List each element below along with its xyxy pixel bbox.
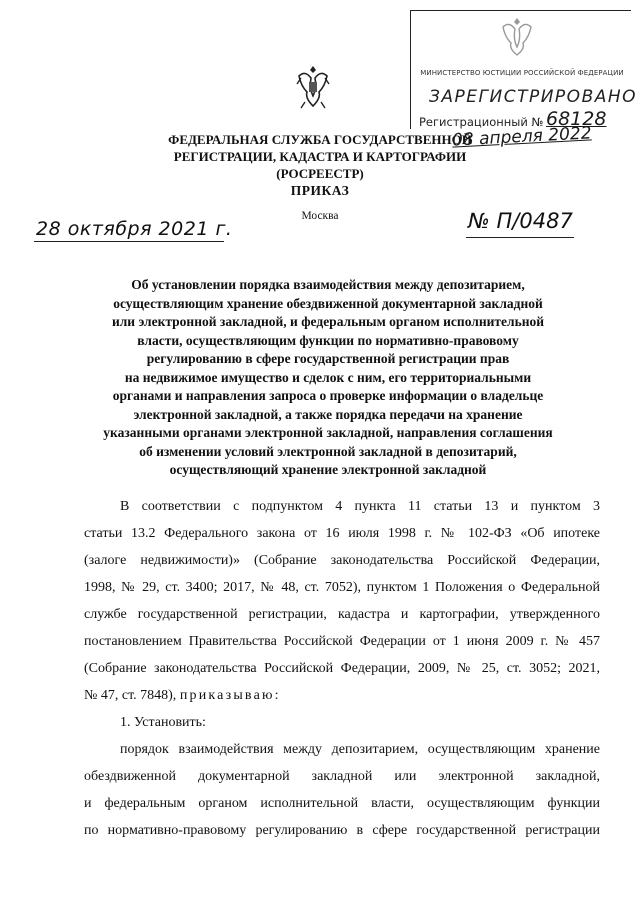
- number-underline: [466, 237, 574, 238]
- agency-line-1: ФЕДЕРАЛЬНАЯ СЛУЖБА ГОСУДАРСТВЕННОЙ: [168, 132, 472, 147]
- handwritten-number: № П/0487: [468, 209, 573, 233]
- title-line: или электронной закладной, и федеральным органом исполнительной: [111, 314, 545, 329]
- item-1: [84, 709, 600, 736]
- title-line: осуществляющий хранение электронной закладной: [169, 462, 487, 477]
- body-line: статьи 13.2 Федерального закона от 16 июля 1998 г. № 102-ФЗ «Об ипотеке: [84, 526, 600, 541]
- body-line: (Собрание законодательства Российской Федерации, 2009, № 25, ст. 3052; 2021,: [84, 661, 600, 676]
- paragraph-preamble: [84, 493, 600, 709]
- title-line: указанными органами электронной закладной, направления соглашения: [103, 425, 553, 440]
- stamp-ministry: МИНИСТЕРСТВО ЮСТИЦИИ РОССИЙСКОЙ ФЕДЕРАЦИИ: [420, 69, 624, 77]
- body-line-last: [84, 682, 600, 709]
- registration-stamp: [410, 10, 638, 130]
- document-type: ПРИКАЗ: [290, 183, 350, 198]
- body-line: обездвиженной документарной закладной или электронной закладной,: [84, 769, 600, 784]
- agency-name: [140, 131, 500, 182]
- title-line: власти, осуществляющим функции по нормативно-правовому: [137, 332, 519, 348]
- title-line: Об установлении порядка взаимодействия между депозитарием,: [131, 277, 525, 292]
- body-line: порядок взаимодействия между депозитарием, осуществляющим хранение: [120, 742, 600, 757]
- date-underline: [34, 241, 224, 242]
- agency-line-2: РЕГИСТРАЦИИ, КАДАСТРА И КАРТОГРАФИИ: [173, 149, 467, 164]
- stamp-emblem-icon: [497, 15, 537, 63]
- body-line: постановлением Правительства Российской Федерации от 1 июня 2009 г. № 457: [84, 634, 600, 649]
- body-line: В соответствии с подпунктом 4 пункта 11 статьи 13 и пунктом 3: [120, 499, 600, 514]
- body-line: службе государственной регистрации, кадастра и картографии, утвержденного: [84, 607, 600, 622]
- paragraph-procedure: [84, 736, 600, 844]
- title-line: на недвижимое имущество и сделок с ним, его территориальными: [124, 369, 532, 385]
- stamp-regnum-label: Регистрационный №: [419, 115, 544, 129]
- preamble-end: № 47, ст. 7848),: [84, 688, 177, 703]
- title-line: осуществляющим хранение обездвиженной документарной закладной: [113, 295, 543, 311]
- title-line: об изменении условий электронной закладной в депозитарий,: [139, 443, 517, 459]
- coat-of-arms-icon: [293, 62, 333, 114]
- stamp-regnum-value: 68128: [546, 108, 607, 130]
- handwritten-date: 28 октября 2021 г.: [36, 218, 233, 240]
- body-line: и федеральным органом исполнительной власти, осуществляющим функции: [84, 796, 600, 811]
- order-word: приказываю:: [179, 688, 281, 703]
- item-1-label: 1. Установить:: [120, 715, 206, 730]
- title-line: органами и направления запроса о проверке информации о владельце: [112, 388, 544, 403]
- title-line: регулированию в сфере государственной регистрации прав: [146, 351, 510, 366]
- title-line: электронной закладной, а также порядка передачи на хранение: [133, 406, 523, 422]
- stamp-status: ЗАРЕГИСТРИРОВАНО: [429, 87, 638, 107]
- body-line: 1998, № 29, ст. 3400; 2017, № 48, ст. 7052), пунктом 1 Положения о Федеральной: [84, 580, 600, 595]
- agency-line-3: (РОСРЕЕСТР): [276, 166, 364, 181]
- stamp-reg-date: 08 апреля 2022: [451, 123, 593, 151]
- body-line: по нормативно-правовому регулированию в сфере государственной регистрации: [84, 823, 600, 838]
- document-title: [90, 276, 566, 480]
- body-line: (залоге недвижимости)» (Собрание законодательства Российской Федерации,: [84, 553, 600, 568]
- document-city: Москва: [301, 210, 339, 222]
- document-body: [84, 493, 600, 844]
